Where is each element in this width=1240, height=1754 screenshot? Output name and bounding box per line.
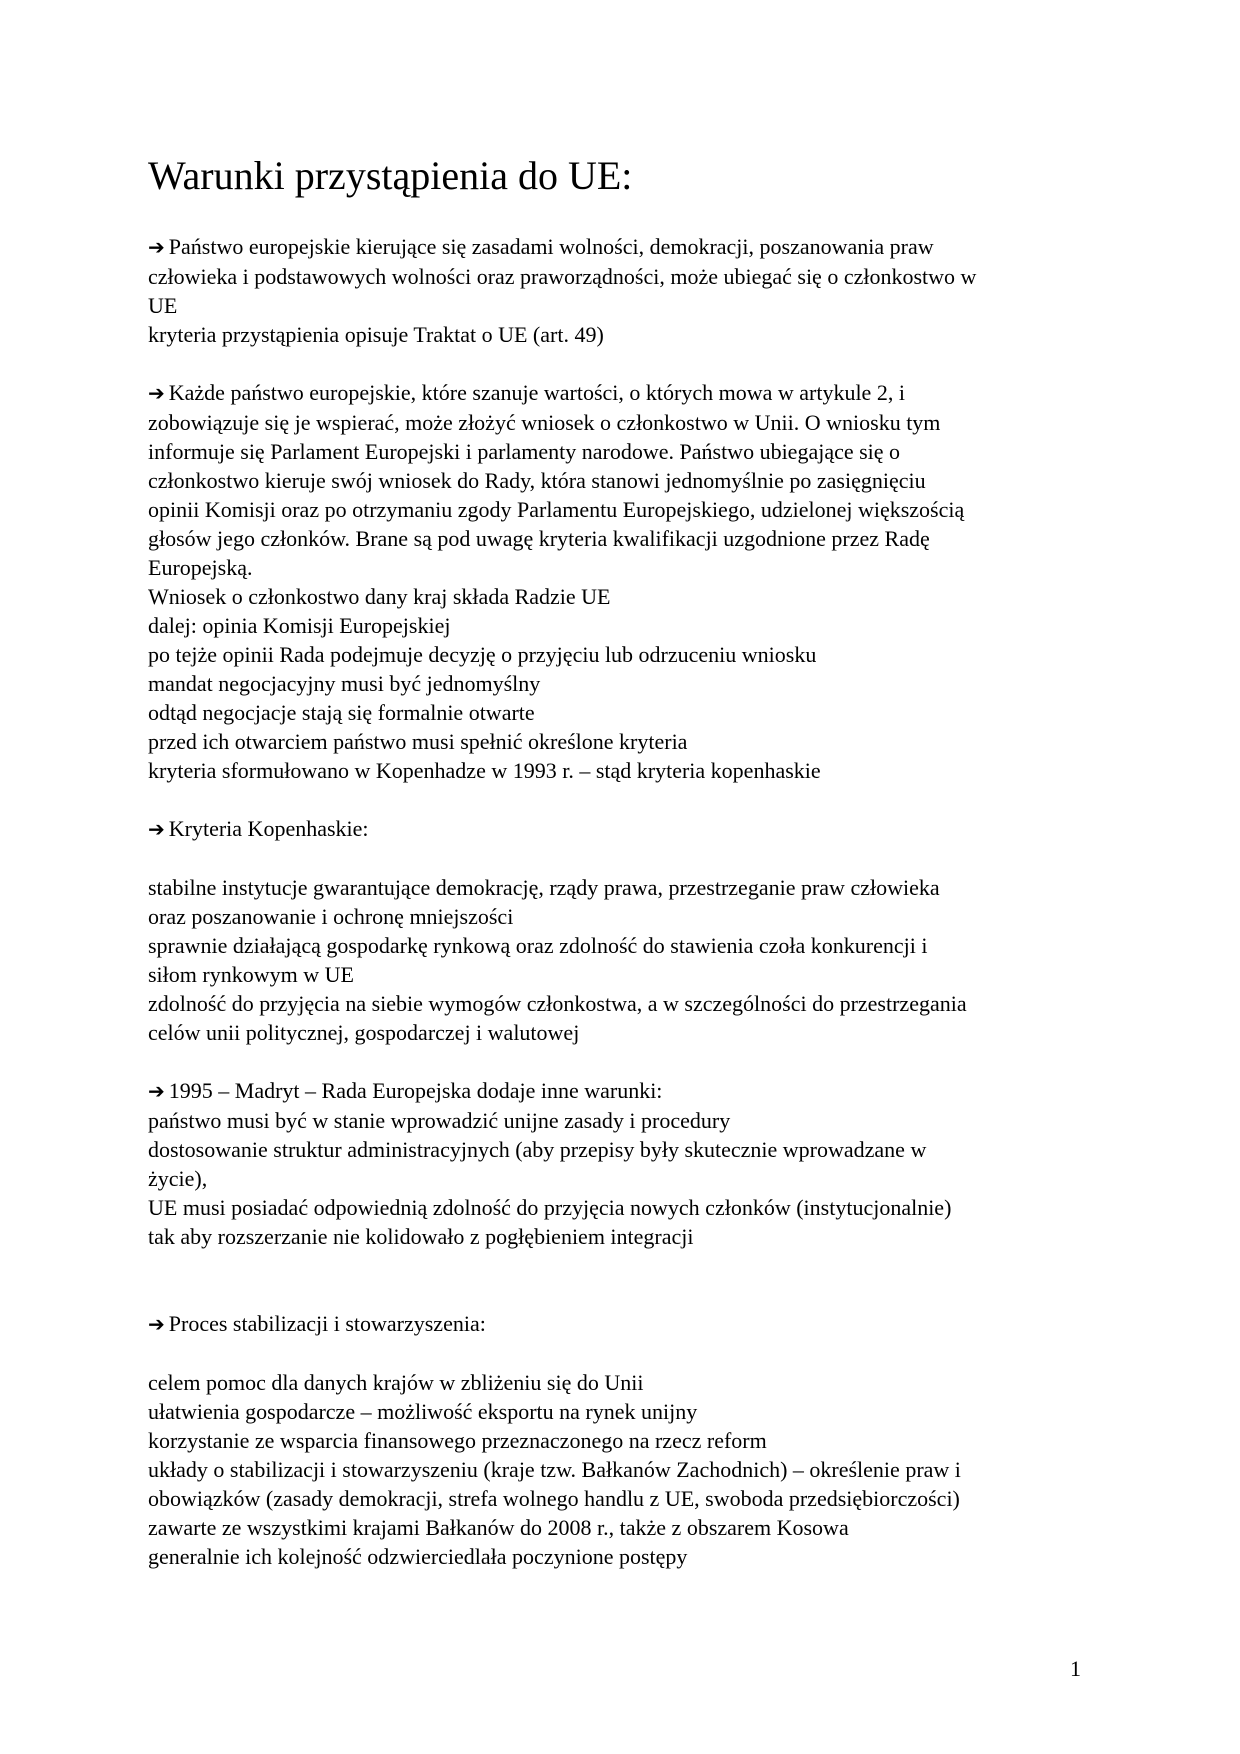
- spacer: [148, 1047, 1098, 1076]
- spacer: [148, 1251, 1098, 1309]
- arrow-right-icon: ➔: [148, 381, 165, 405]
- text-line: życie),: [148, 1166, 208, 1191]
- text-line: UE musi posiadać odpowiednią zdolność do przyjęcia nowych członków (instytucjonalnie): [148, 1195, 952, 1220]
- section-madrid-conditions: [148, 1076, 1098, 1251]
- text-line: Wniosek o członkostwo dany kraj składa Radzie UE: [148, 584, 611, 609]
- spacer: [148, 1339, 1098, 1368]
- section-heading: [148, 232, 1098, 262]
- text-line: korzystanie ze wsparcia finansowego przeznaczonego na rzecz reform: [148, 1428, 767, 1453]
- text-line: układy o stabilizacji i stowarzyszeniu (kraje tzw. Bałkanów Zachodnich) – określenie praw i: [148, 1457, 961, 1482]
- page-number: 1: [1070, 1656, 1081, 1681]
- section-copenhagen-criteria: [148, 814, 1098, 1047]
- section-heading-text: 1995 – Madryt – Rada Europejska dodaje inne warunki:: [168, 1078, 663, 1103]
- section-heading: [148, 1309, 1098, 1339]
- spacer: [148, 349, 1098, 378]
- text-line: członkostwo kieruje swój wniosek do Rady, która stanowi jednomyślnie po zasięgnięciu: [148, 468, 926, 493]
- text-line: przed ich otwarciem państwo musi spełnić określone kryteria: [148, 729, 688, 754]
- document-page: [148, 150, 1098, 1571]
- text-line: informuje się Parlament Europejski i parlamenty narodowe. Państwo ubiegające się o: [148, 439, 901, 464]
- text-line: oraz poszanowanie i ochronę mniejszości: [148, 904, 514, 929]
- document-title: Warunki przystąpienia do UE:: [148, 153, 633, 198]
- text-line: mandat negocjacyjny musi być jednomyślny: [148, 671, 541, 696]
- text-line: sprawnie działającą gospodarkę rynkową oraz zdolność do stawienia czoła konkurencji i: [148, 933, 928, 958]
- text-line: tak aby rozszerzanie nie kolidowało z pogłębieniem integracji: [148, 1224, 694, 1249]
- text-line: UE: [148, 293, 178, 318]
- text-line: zawarte ze wszystkimi krajami Bałkanów do 2008 r., także z obszarem Kosowa: [148, 1515, 849, 1540]
- text-line: stabilne instytucje gwarantujące demokrację, rządy prawa, przestrzeganie praw człowieka: [148, 875, 940, 900]
- text-line: generalnie ich kolejność odzwierciedlała poczynione postępy: [148, 1544, 688, 1569]
- text-line: ułatwienia gospodarcze – możliwość eksportu na rynek unijny: [148, 1399, 698, 1424]
- text-line: dalej: opinia Komisji Europejskiej: [148, 613, 451, 638]
- text-line: obowiązków (zasady demokracji, strefa wolnego handlu z UE, swoboda przedsiębiorczości): [148, 1486, 960, 1511]
- section-heading-text: Kryteria Kopenhaskie:: [168, 816, 369, 841]
- section-heading: [148, 378, 1098, 408]
- arrow-right-icon: ➔: [148, 1079, 165, 1103]
- section-heading-text: Każde państwo europejskie, które szanuje wartości, o których mowa w artykule 2, i: [168, 380, 905, 405]
- text-line: celów unii politycznej, gospodarczej i walutowej: [148, 1020, 580, 1045]
- text-line: dostosowanie struktur administracyjnych (aby przepisy były skutecznie wprowadzane w: [148, 1137, 927, 1162]
- text-line: głosów jego członków. Brane są pod uwagę kryteria kwalifikacji uzgodnione przez Radę: [148, 526, 930, 551]
- section-heading-text: Proces stabilizacji i stowarzyszenia:: [168, 1311, 486, 1336]
- text-line: siłom rynkowym w UE: [148, 962, 354, 987]
- text-line: państwo musi być w stanie wprowadzić unijne zasady i procedury: [148, 1108, 731, 1133]
- spacer: [148, 844, 1098, 873]
- section-application-procedure: [148, 378, 1098, 785]
- text-line: po tejże opinii Rada podejmuje decyzję o przyjęciu lub odrzuceniu wniosku: [148, 642, 817, 667]
- section-stabilisation-association: [148, 1309, 1098, 1571]
- arrow-right-icon: ➔: [148, 1312, 165, 1336]
- text-line: kryteria przystąpienia opisuje Traktat o UE (art. 49): [148, 322, 604, 347]
- text-line: opinii Komisji oraz po otrzymaniu zgody Parlamentu Europejskiego, udzielonej większością: [148, 497, 965, 522]
- text-line: człowieka i podstawowych wolności oraz praworządności, może ubiegać się o członkostwo w: [148, 264, 977, 289]
- arrow-right-icon: ➔: [148, 817, 165, 841]
- text-line: zobowiązuje się je wspierać, może złożyć wniosek o członkostwo w Unii. O wniosku tym: [148, 410, 941, 435]
- section-heading: [148, 814, 1098, 844]
- text-line: zdolność do przyjęcia na siebie wymogów członkostwa, a w szczególności do przestrzegania: [148, 991, 967, 1016]
- section-heading-text: Państwo europejskie kierujące się zasadami wolności, demokracji, poszanowania praw: [168, 234, 934, 259]
- text-line: Europejską.: [148, 555, 253, 580]
- section-membership-principles: [148, 232, 1098, 349]
- text-line: celem pomoc dla danych krajów w zbliżeniu się do Unii: [148, 1370, 644, 1395]
- text-line: kryteria sformułowano w Kopenhadze w 1993 r. – stąd kryteria kopenhaskie: [148, 758, 821, 783]
- spacer: [148, 785, 1098, 814]
- text-line: odtąd negocjacje stają się formalnie otwarte: [148, 700, 535, 725]
- arrow-right-icon: ➔: [148, 235, 165, 259]
- section-heading: [148, 1076, 1098, 1106]
